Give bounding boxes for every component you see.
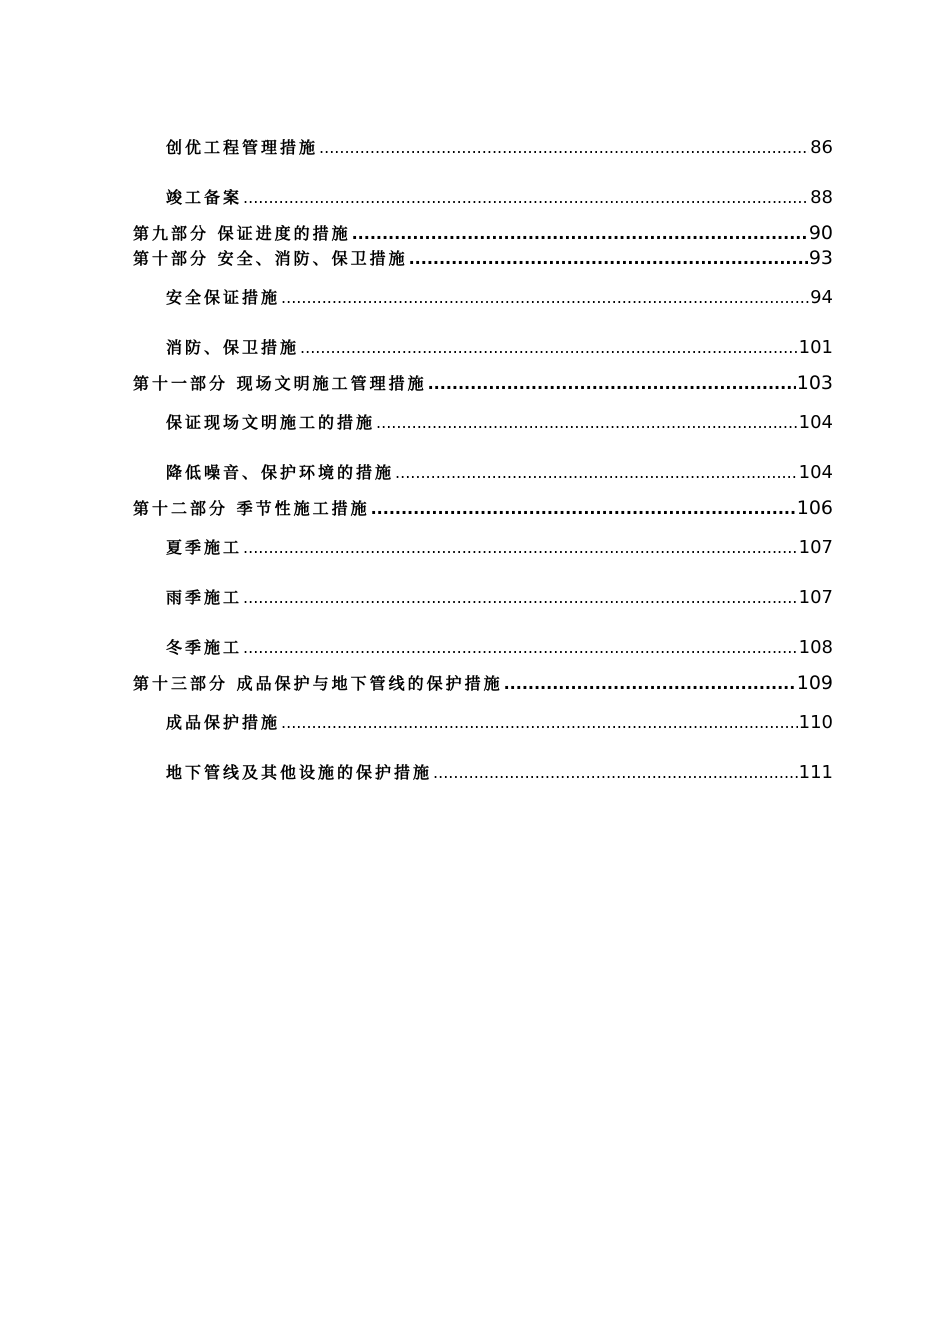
toc-dot-leader bbox=[371, 501, 796, 519]
toc-dot-leader bbox=[352, 226, 808, 244]
toc-entry-title: 消防、保卫措施 bbox=[166, 338, 300, 357]
toc-entry[interactable] bbox=[133, 358, 833, 394]
toc-entry-title: 保证现场文明施工的措施 bbox=[166, 413, 376, 432]
toc-entry-page: 104 bbox=[798, 462, 833, 483]
toc-entry-title: 地下管线及其他设施的保护措施 bbox=[166, 763, 433, 782]
toc-entry[interactable] bbox=[133, 394, 833, 433]
toc-dot-leader bbox=[243, 190, 809, 208]
toc-entry-page: 86 bbox=[810, 137, 833, 158]
toc-entry-title: 创优工程管理措施 bbox=[166, 138, 319, 157]
toc-entry[interactable] bbox=[133, 308, 833, 358]
toc-entry-title: 安全保证措施 bbox=[166, 288, 281, 307]
toc-dot-leader bbox=[243, 640, 798, 658]
toc-entry-title: 夏季施工 bbox=[166, 538, 243, 557]
toc-dot-leader bbox=[376, 415, 798, 433]
toc-entry[interactable] bbox=[133, 483, 833, 519]
toc-entry-title: 第九部分 保证进度的措施 bbox=[133, 224, 351, 243]
toc-entry-page: 109 bbox=[796, 672, 833, 694]
toc-entry[interactable] bbox=[133, 128, 833, 158]
toc-entry-page: 110 bbox=[798, 712, 833, 733]
toc-entry-page: 111 bbox=[798, 762, 833, 783]
toc-entry-page: 106 bbox=[796, 497, 833, 519]
toc-dot-leader bbox=[409, 251, 808, 269]
toc-dot-leader bbox=[428, 376, 796, 394]
toc-entry[interactable] bbox=[133, 433, 833, 483]
toc-dot-leader bbox=[281, 715, 798, 733]
toc-entry[interactable] bbox=[133, 658, 833, 694]
toc-entry[interactable] bbox=[133, 694, 833, 733]
toc-entry-title: 第十二部分 季节性施工措施 bbox=[133, 499, 370, 518]
toc-entry-page: 93 bbox=[808, 247, 833, 269]
toc-entry-page: 90 bbox=[808, 222, 833, 244]
toc-dot-leader bbox=[243, 590, 798, 608]
toc-entry-page: 107 bbox=[798, 587, 833, 608]
toc-entry-title: 降低噪音、保护环境的措施 bbox=[166, 463, 395, 482]
toc-entry-page: 101 bbox=[798, 337, 833, 358]
toc-entry-title: 第十部分 安全、消防、保卫措施 bbox=[133, 249, 408, 268]
toc-entry[interactable] bbox=[133, 733, 833, 783]
toc-entry[interactable] bbox=[133, 608, 833, 658]
toc-entry-title: 第十三部分 成品保护与地下管线的保护措施 bbox=[133, 674, 503, 693]
toc-entry-title: 竣工备案 bbox=[166, 188, 243, 207]
toc-entry-page: 108 bbox=[798, 637, 833, 658]
toc-dot-leader bbox=[433, 765, 798, 783]
toc-dot-leader bbox=[281, 290, 809, 308]
toc-entry[interactable] bbox=[133, 158, 833, 208]
toc-dot-leader bbox=[319, 140, 809, 158]
toc-dot-leader bbox=[300, 340, 798, 358]
toc-entry[interactable] bbox=[133, 558, 833, 608]
toc-entry-title: 雨季施工 bbox=[166, 588, 243, 607]
toc-entry-page: 94 bbox=[810, 287, 833, 308]
toc-dot-leader bbox=[504, 676, 796, 694]
toc-entry-page: 88 bbox=[810, 187, 833, 208]
toc-dot-leader bbox=[243, 540, 798, 558]
toc-entry[interactable] bbox=[133, 269, 833, 308]
toc-entry[interactable] bbox=[133, 244, 833, 269]
toc-entry[interactable] bbox=[133, 519, 833, 558]
toc-entry-page: 107 bbox=[798, 537, 833, 558]
toc-entry-title: 成品保护措施 bbox=[166, 713, 281, 732]
toc-entry-title: 冬季施工 bbox=[166, 638, 243, 657]
toc-dot-leader bbox=[395, 465, 798, 483]
toc-entry[interactable] bbox=[133, 208, 833, 244]
table-of-contents bbox=[133, 128, 833, 783]
toc-entry-page: 103 bbox=[796, 372, 833, 394]
toc-entry-title: 第十一部分 现场文明施工管理措施 bbox=[133, 374, 427, 393]
toc-entry-page: 104 bbox=[798, 412, 833, 433]
